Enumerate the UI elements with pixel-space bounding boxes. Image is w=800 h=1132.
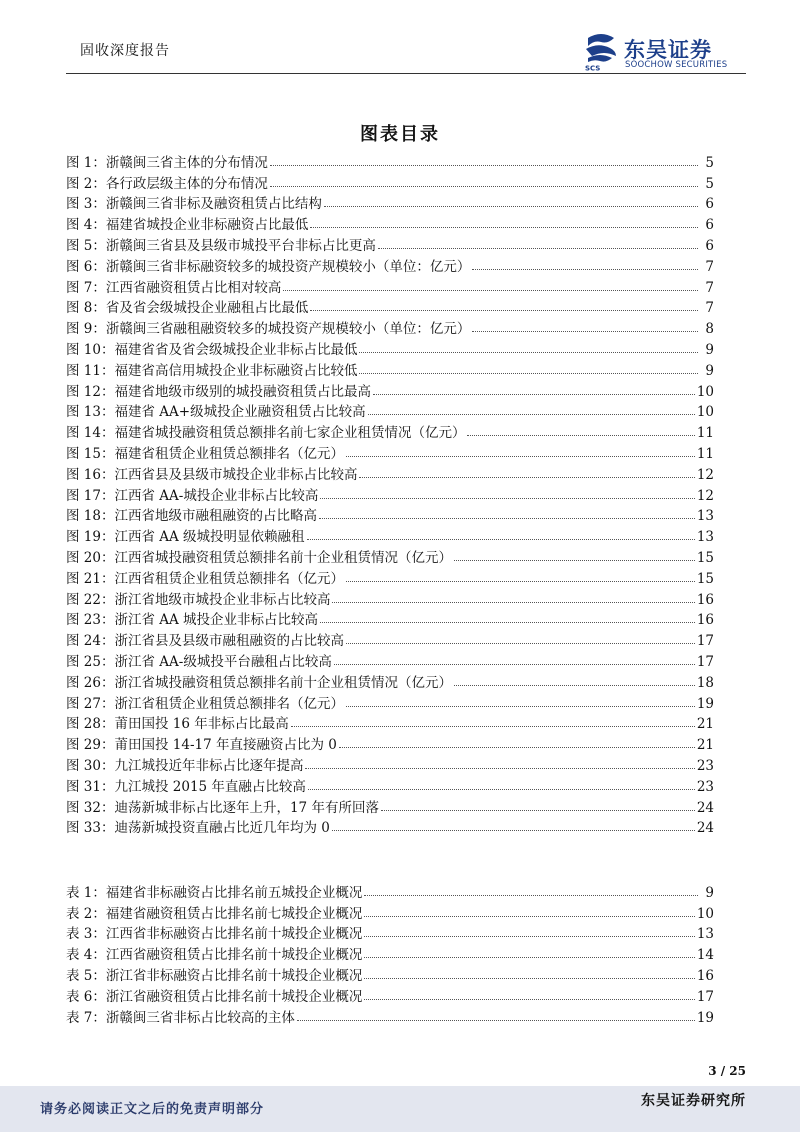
figure-entry[interactable] [66, 233, 714, 254]
dot-leader [332, 830, 695, 831]
dot-leader [346, 581, 695, 582]
figure-entry-label: 图 30：九江城投近年非标占比逐年提高 [66, 757, 304, 774]
logo-chinese-name: 东吴证券 [624, 38, 712, 62]
figure-entry-page: 23 [696, 778, 714, 795]
figure-entry-label: 图 8：省及省会级城投企业融租占比最低 [66, 300, 309, 317]
logo-english-name: SOOCHOW SECURITIES [625, 60, 728, 70]
figure-entry-label: 图 4：福建省城投企业非标融资占比最低 [66, 217, 309, 234]
figure-entry[interactable] [66, 462, 714, 483]
figure-entry[interactable] [66, 171, 714, 192]
figure-entry-page: 6 [705, 196, 714, 213]
company-logo [582, 32, 748, 72]
table-entry[interactable] [66, 880, 714, 901]
figure-entry-page: 7 [705, 279, 714, 296]
dot-leader [307, 539, 695, 540]
dot-leader [334, 664, 695, 665]
figure-entry[interactable] [66, 337, 714, 358]
figure-entry-page: 9 [705, 341, 714, 358]
figure-entry-page: 12 [696, 487, 714, 504]
table-entry-page: 9 [705, 884, 714, 901]
figure-entry[interactable] [66, 192, 714, 213]
dot-leader [364, 936, 694, 937]
figure-entry-label: 图 2：各行政层级主体的分布情况 [66, 175, 268, 192]
figure-entry-label: 图 18：江西省地级市融租融资的占比略高 [66, 508, 317, 525]
figure-entry-page: 7 [705, 300, 714, 317]
table-entry[interactable] [66, 1005, 714, 1026]
figure-entry[interactable] [66, 441, 714, 462]
dot-leader [270, 186, 698, 187]
dot-leader [346, 643, 695, 644]
dot-leader [319, 518, 695, 519]
figure-entry[interactable] [66, 400, 714, 421]
figure-entry-label: 图 33：迪荡新城投资直融占比近几年均为 0 [66, 820, 330, 837]
table-entry-page: 19 [696, 1009, 714, 1026]
dot-leader [346, 456, 695, 457]
figure-entry-page: 10 [696, 383, 714, 400]
figure-entry[interactable] [66, 753, 714, 774]
table-entry-page: 17 [696, 988, 714, 1005]
dot-leader [297, 1020, 695, 1021]
figure-entry[interactable] [66, 358, 714, 379]
dot-leader [467, 435, 694, 436]
figure-entry[interactable] [66, 275, 714, 296]
table-entry-label: 表 3：江西省非标融资占比排名前十城投企业概况 [66, 926, 363, 943]
dot-leader [454, 685, 695, 686]
dot-leader [359, 477, 694, 478]
figure-entry-label: 图 24：浙江省县及县级市融租融资的占比较高 [66, 633, 344, 650]
figure-entry-label: 图 11：福建省高信用城投企业非标融资占比较低 [66, 362, 358, 379]
page-number: 3 / 25 [708, 1064, 746, 1078]
figure-entry-label: 图 14：福建省城投融资租赁总额排名前七家企业租赁情况（亿元） [66, 425, 466, 442]
figure-entry-page: 13 [696, 529, 714, 546]
figure-entry[interactable] [66, 628, 714, 649]
table-entry-label: 表 1：福建省非标融资占比排名前五城投企业概况 [66, 884, 363, 901]
dot-leader [364, 895, 698, 896]
dot-leader [310, 310, 698, 311]
figure-entry-label: 图 17：江西省 AA-城投企业非标占比较高 [66, 487, 319, 504]
figure-entry[interactable] [66, 316, 714, 337]
dot-leader [359, 352, 698, 353]
dot-leader [320, 622, 695, 623]
figure-entry-page: 13 [696, 508, 714, 525]
figure-entry[interactable] [66, 545, 714, 566]
figure-entry[interactable] [66, 816, 714, 837]
figure-entry-label: 图 16：江西省县及县级市城投企业非标占比较高 [66, 466, 358, 483]
table-entry-page: 13 [696, 926, 714, 943]
figure-entry-page: 16 [696, 591, 714, 608]
figure-entry-page: 15 [696, 549, 714, 566]
figure-entry-page: 12 [696, 466, 714, 483]
figure-entry-label: 图 27：浙江省租赁企业租赁总额排名（亿元） [66, 695, 344, 712]
figure-entry[interactable] [66, 566, 714, 587]
svg-text:SCS: SCS [585, 64, 601, 72]
dot-leader [378, 248, 698, 249]
figure-entry[interactable] [66, 296, 714, 317]
figure-entry-page: 6 [705, 217, 714, 234]
dot-leader [472, 331, 698, 332]
dot-leader [320, 498, 694, 499]
figure-entry[interactable] [66, 649, 714, 670]
figure-entry-page: 8 [705, 321, 714, 338]
figure-entry-page: 15 [696, 570, 714, 587]
table-entry[interactable] [66, 984, 714, 1005]
figure-entry[interactable] [66, 483, 714, 504]
dot-leader [346, 706, 695, 707]
dot-leader [368, 414, 695, 415]
figure-entry-label: 图 5：浙赣闽三省县及县级市城投平台非标占比更高 [66, 237, 376, 254]
disclaimer-note: 请务必阅读正文之后的免责声明部分 [40, 1102, 265, 1117]
figure-entry-page: 5 [705, 175, 714, 192]
figure-entry-page: 24 [696, 820, 714, 837]
dot-leader [359, 373, 698, 374]
figure-entry-label: 图 13：福建省 AA+级城投企业融资租赁占比较高 [66, 404, 366, 421]
institute-name: 东吴证券研究所 [641, 1093, 746, 1109]
figure-entry-page: 24 [696, 799, 714, 816]
figure-entry-label: 图 23：浙江省 AA 城投企业非标占比较高 [66, 612, 319, 629]
table-entry-label: 表 2：福建省融资租赁占比排名前七城投企业概况 [66, 905, 363, 922]
dot-leader [381, 810, 695, 811]
figure-entry-label: 图 22：浙江省地级市城投企业非标占比较高 [66, 591, 331, 608]
figure-entry[interactable] [66, 732, 714, 753]
table-list [66, 880, 714, 1026]
figure-entry-page: 17 [696, 633, 714, 650]
figure-entry[interactable] [66, 524, 714, 545]
figure-entry-label: 图 12：福建省地级市级别的城投融资租赁占比最高 [66, 383, 371, 400]
table-entry-label: 表 4：江西省融资租赁占比排名前十城投企业概况 [66, 947, 363, 964]
report-type-label: 固收深度报告 [80, 43, 170, 59]
table-entry[interactable] [66, 922, 714, 943]
figure-entry[interactable] [66, 587, 714, 608]
figure-entry-label: 图 1：浙赣闽三省主体的分布情况 [66, 154, 268, 171]
dot-leader [270, 165, 698, 166]
scs-logo-icon [582, 32, 620, 72]
figure-entry-page: 21 [696, 716, 714, 733]
figure-entry[interactable] [66, 212, 714, 233]
dot-leader [324, 206, 698, 207]
figure-entry-page: 11 [696, 425, 714, 442]
dot-leader [339, 747, 695, 748]
figure-entry-page: 9 [705, 362, 714, 379]
dot-leader [454, 560, 695, 561]
figure-entry-page: 23 [696, 757, 714, 774]
page-title: 图表目录 [360, 124, 440, 145]
figure-entry[interactable] [66, 670, 714, 691]
figure-entry-label: 图 10：福建省省及省会级城投企业非标占比最低 [66, 341, 358, 358]
table-entry-page: 16 [696, 967, 714, 984]
figure-entry-page: 16 [696, 612, 714, 629]
dot-leader [283, 290, 698, 291]
dot-leader [305, 768, 694, 769]
figure-entry[interactable] [66, 254, 714, 275]
table-entry-page: 14 [696, 947, 714, 964]
figure-entry-page: 21 [696, 737, 714, 754]
dot-leader [364, 957, 694, 958]
figure-entry[interactable] [66, 712, 714, 733]
figure-entry-label: 图 3：浙赣闽三省非标及融资租赁占比结构 [66, 196, 322, 213]
figure-entry-label: 图 9：浙赣闽三省融租融资较多的城投资产规模较小（单位：亿元） [66, 321, 471, 338]
dot-leader [310, 227, 698, 228]
figure-entry-label: 图 31：九江城投 2015 年直融占比较高 [66, 778, 306, 795]
figure-entry[interactable] [66, 150, 714, 171]
figure-entry-page: 19 [696, 695, 714, 712]
table-entry-label: 表 6：浙江省融资租赁占比排名前十城投企业概况 [66, 988, 363, 1005]
figure-entry-label: 图 6：浙赣闽三省非标融资较多的城投资产规模较小（单位：亿元） [66, 258, 471, 275]
figure-entry-label: 图 29：莆田国投 14-17 年直接融资占比为 0 [66, 737, 337, 754]
table-entry-page: 10 [696, 905, 714, 922]
figure-entry-label: 图 7：江西省融资租赁占比相对较高 [66, 279, 282, 296]
dot-leader [308, 789, 695, 790]
dot-leader [291, 726, 695, 727]
table-entry[interactable] [66, 901, 714, 922]
figure-entry-label: 图 25：浙江省 AA-级城投平台融租占比较高 [66, 653, 332, 670]
figure-entry-page: 11 [696, 445, 714, 462]
figure-entry[interactable] [66, 691, 714, 712]
figure-entry[interactable] [66, 774, 714, 795]
dot-leader [332, 602, 694, 603]
figure-entry[interactable] [66, 608, 714, 629]
figure-list [66, 150, 714, 836]
figure-entry-page: 5 [705, 154, 714, 171]
header-divider [66, 73, 746, 74]
figure-entry-label: 图 26：浙江省城投融资租赁总额排名前十企业租赁情况（亿元） [66, 674, 452, 691]
figure-entry-page: 7 [705, 258, 714, 275]
figure-entry-page: 6 [705, 237, 714, 254]
figure-entry[interactable] [66, 379, 714, 400]
figure-entry-label: 图 20：江西省城投融资租赁总额排名前十企业租赁情况（亿元） [66, 549, 452, 566]
figure-entry-label: 图 15：福建省租赁企业租赁总额排名（亿元） [66, 445, 344, 462]
figure-entry-page: 17 [696, 653, 714, 670]
figure-entry[interactable] [66, 795, 714, 816]
table-entry-label: 表 7：浙赣闽三省非标占比较高的主体 [66, 1009, 295, 1026]
figure-entry-label: 图 32：迪荡新城非标占比逐年上升，17 年有所回落 [66, 799, 379, 816]
table-entry-label: 表 5：浙江省非标融资占比排名前十城投企业概况 [66, 967, 363, 984]
dot-leader [364, 916, 694, 917]
figure-entry-page: 10 [696, 404, 714, 421]
dot-leader [364, 978, 694, 979]
figure-entry-label: 图 21：江西省租赁企业租赁总额排名（亿元） [66, 570, 344, 587]
dot-leader [472, 269, 698, 270]
figure-entry-label: 图 28：莆田国投 16 年非标占比最高 [66, 716, 289, 733]
figure-entry-label: 图 19：江西省 AA 级城投明显依赖融租 [66, 529, 305, 546]
figure-entry[interactable] [66, 504, 714, 525]
figure-entry-page: 18 [696, 674, 714, 691]
table-entry[interactable] [66, 963, 714, 984]
table-entry[interactable] [66, 942, 714, 963]
dot-leader [373, 394, 695, 395]
figure-entry[interactable] [66, 420, 714, 441]
dot-leader [364, 999, 694, 1000]
